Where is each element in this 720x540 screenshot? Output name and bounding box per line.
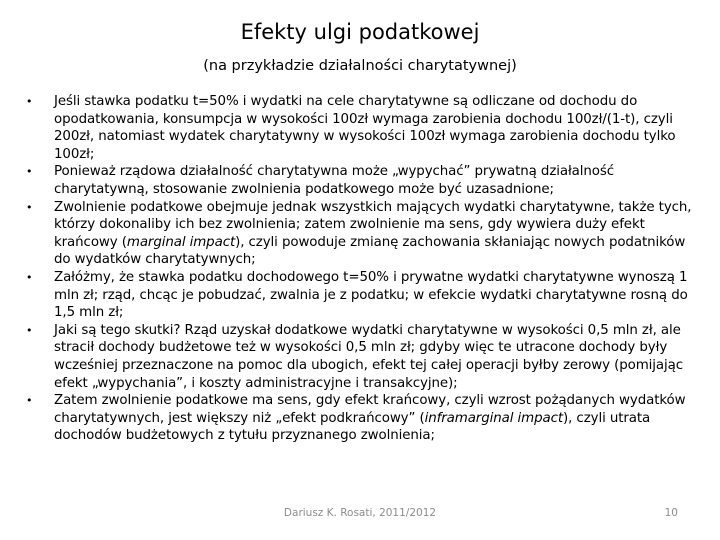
bullet-item [26, 392, 698, 445]
bullet-dot-icon: • [26, 165, 33, 179]
bullet-item [26, 269, 698, 322]
bullet-dot-icon: • [26, 270, 33, 284]
bullet-text: Jaki są tego skutki? Rząd uzyskał dodatkowe wydatki charytatywne w wysokości 0,5 mln zł, ale stracił dochody budżetowe też w wysokości 0,5 mln zł; gdyby więc te utracone dochody były wcześniej przeznaczone na pomoc dla ubogich, efekt tej całej operacji byłby zerowy (pomijając efekt „wypychania”, i koszty administracyjne i transakcyjne); [54, 322, 683, 391]
bullet-item [26, 163, 698, 198]
bullet-italic-term: marginal impact [126, 234, 236, 250]
bullet-dot-icon: • [26, 323, 33, 337]
bullet-list [26, 93, 698, 445]
bullet-text: ), czyli powoduje zmianę zachowania skłaniając nowych podatników do wydatków charytatywnych; [54, 234, 686, 268]
bullet-item [26, 322, 698, 392]
bullet-dot-icon: • [26, 95, 33, 108]
slide-subtitle: (na przykładzie działalności charytatywnej) [203, 58, 517, 74]
bullet-text: Załóżmy, że stawka podatku dochodowego t=50% i prywatne wydatki charytatywne wynoszą 1 mln zł; rząd, chcąc je pobudzać, zwalnia je z podatku; w efekcie wydatki charytatywne rosną do 1,5 mln zł; [54, 269, 688, 321]
bullet-text: Zwolnienie podatkowe obejmuje jednak wszystkich mających wydatki charytatywne, także tych, którzy dokonaliby ich bez zwolnienia; zatem zwolnienie ma sens, gdy wywiera duży efekt krańcowy ( [54, 199, 692, 250]
bullet-dot-icon: • [26, 394, 33, 408]
bullet-item [26, 199, 698, 269]
bullet-italic-term: inframarginal impact [424, 410, 563, 426]
bullet-text: Zatem zwolnienie podatkowe ma sens, gdy efekt krańcowy, czyli wzrost pożądanych wydatków charytatywnych, jest większy niż „efekt podkrańcowy” ( [54, 393, 686, 426]
page-number: 10 [664, 507, 678, 519]
bullet-text: ), czyli utrata dochodów budżetowych z tytułu przyznanego zwolnienia; [54, 410, 651, 444]
bullet-dot-icon: • [26, 200, 33, 214]
bullet-text: Jeśli stawka podatku t=50% i wydatki na cele charytatywne są odliczane od dochodu do opodatkowania, konsumpcja w wysokości 100zł wymaga zarobienia dochodu 100zł/(1-t), czyli 200zł, natomiast wydatek charytatywny w wysokości 100zł wymaga zarobienia dochodu tylko 100zł; [54, 94, 676, 162]
bullet-item [26, 93, 698, 163]
bullet-text: Ponieważ rządowa działalność charytatywna może „wypychać” prywatną działalność charytatywną, stosowanie zwolnienia podatkowego może być uzasadnione; [54, 164, 615, 197]
slide-title: Efekty ulgi podatkowej [240, 20, 480, 44]
footer-author: Dariusz K. Rosati, 2011/2012 [283, 507, 437, 519]
